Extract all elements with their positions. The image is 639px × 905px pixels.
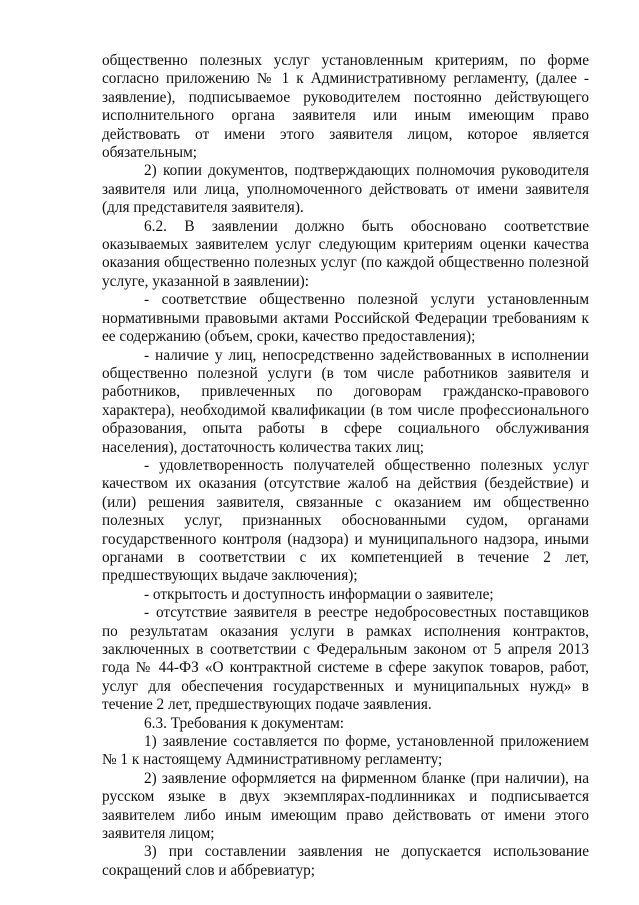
paragraph-criterion-satisfaction: - удовлетворенность получателей общественно полезных услуг качеством их оказания (отсутствие жалоб на действия (бездействие) и (или) решения заявителя, связанные с оказанием им общественно полезных услуг, признанных обоснованными судом, органами государственного контроля (надзора) и муниципального надзора, иными органами в соответствии с их компетенцией в течение 2 лет, предшествующих выдаче заключения); bbox=[102, 456, 589, 585]
paragraph-criterion-openness: - открытость и доступность информации о заявителе; bbox=[144, 585, 494, 603]
paragraph-application-form-continued: общественно полезных услуг установленным критериям, по форме согласно приложению № 1 к Административному регламенту, (далее - заявление), подписываемое руководителем постоянно действующего исполнительного органа заявителя или иным имеющим право действовать от имени этого заявителя лицом, которое является обязательным; bbox=[102, 52, 589, 162]
paragraph-criterion-compliance: - соответствие общественно полезной услуги установленным нормативными правовыми актами Российской Федерации требованиям к ее содержанию (объем, сроки, качество предоставления); bbox=[102, 291, 589, 346]
paragraph-requirement-2: 2) заявление оформляется на фирменном бланке (при наличии), на русском языке в двух экземплярах-подлинниках и подписывается заявителем либо иным имеющим право действовать от имени этого заявителя лицом; bbox=[102, 769, 589, 843]
paragraph-requirement-1: 1) заявление составляется по форме, установленной приложением № 1 к настоящему Административному регламенту; bbox=[102, 733, 589, 769]
paragraph-criterion-registry: - отсутствие заявителя в реестре недобросовестных поставщиков по результатам оказания услуги в рамках исполнения контрактов, заключенных в соответствии с Федеральным законом от 5 апреля 2013 года № 44-ФЗ «О контрактной системе в сфере закупок товаров, работ, услуг для обеспечения государственных и муниципальных нужд» в течение 2 лет, предшествующих подаче заявления. bbox=[102, 604, 589, 714]
paragraph-section-6-2: 6.2. В заявлении должно быть обосновано соответствие оказываемых заявителем услуг следующим критериям оценки качества оказания общественно полезных услуг (по каждой общественно полезной услуге, указанной в заявлении): bbox=[102, 217, 589, 290]
document-body bbox=[102, 52, 589, 880]
paragraph-authority-documents: 2) копии документов, подтверждающих полномочия руководителя заявителя или лица, уполномоченного действовать от имени заявителя (для представителя заявителя). bbox=[102, 162, 589, 217]
paragraph-criterion-qualification: - наличие у лиц, непосредственно задействованных в исполнении общественно полезной услуги (в том числе работников заявителя и работников, привлеченных по договорам гражданско-правового характера), необходимой квалификации (в том числе профессионального образования, опыта работы в сфере социального обслуживания населения), достаточность количества таких лиц; bbox=[102, 346, 589, 456]
paragraph-requirement-3: 3) при составлении заявления не допускается использование сокращений слов и аббревиатур; bbox=[102, 843, 589, 879]
paragraph-section-6-3: 6.3. Требования к документам: bbox=[144, 714, 345, 732]
